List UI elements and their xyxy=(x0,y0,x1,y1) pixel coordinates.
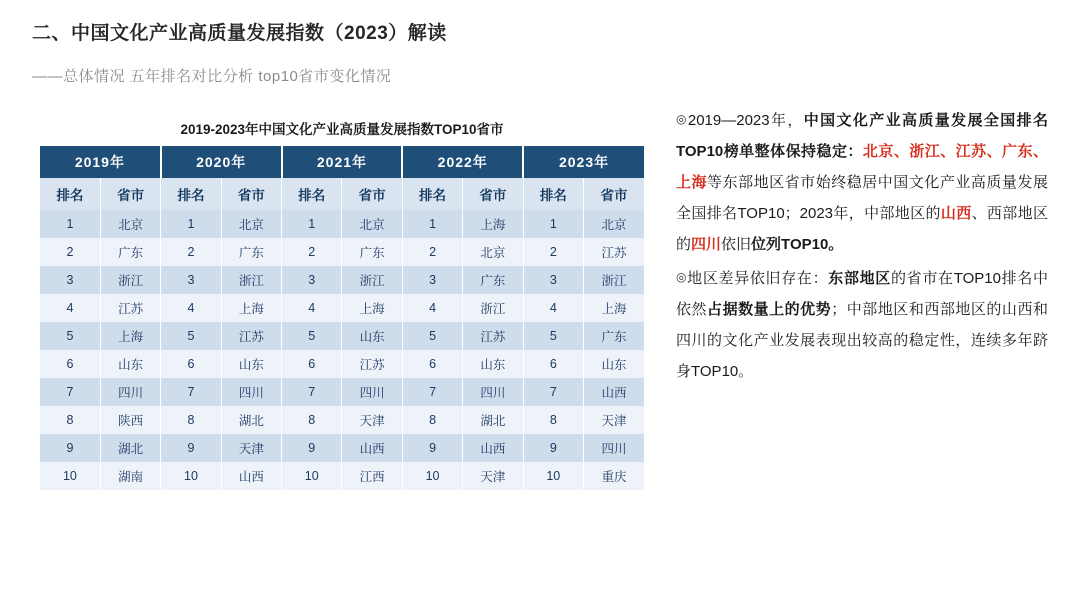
table-row xyxy=(40,434,644,462)
cell-province: 重庆 xyxy=(584,462,644,490)
p2-seg5: ；中部地区和西部地区的山西和四川的文化产业发展表现出较高的稳定性，连续多年跻身TOP10。 xyxy=(676,301,1048,380)
bullet-icon: ◎ xyxy=(676,112,688,126)
cell-rank: 5 xyxy=(161,322,221,350)
p1-seg9: 依旧 xyxy=(721,236,752,253)
cell-province: 上海 xyxy=(463,210,523,238)
cell-province: 上海 xyxy=(342,294,402,322)
p1-seg10-bold: 位列TOP10。 xyxy=(751,236,844,253)
subheader-cell: 省市 xyxy=(100,178,160,210)
analysis-sidebar xyxy=(676,104,1048,389)
cell-rank: 1 xyxy=(402,210,462,238)
cell-rank: 4 xyxy=(282,294,342,322)
cell-province: 山东 xyxy=(584,350,644,378)
table-row xyxy=(40,350,644,378)
table-year-header-row xyxy=(40,146,644,178)
cell-province: 天津 xyxy=(221,434,281,462)
cell-rank: 3 xyxy=(40,266,100,294)
cell-province: 广东 xyxy=(221,238,281,266)
cell-rank: 3 xyxy=(161,266,221,294)
cell-province: 广东 xyxy=(584,322,644,350)
cell-province: 天津 xyxy=(342,406,402,434)
cell-province: 山西 xyxy=(463,434,523,462)
analysis-paragraph-2 xyxy=(676,262,1048,387)
subheader-cell: 排名 xyxy=(282,178,342,210)
analysis-paragraph-1 xyxy=(676,104,1048,260)
table-row xyxy=(40,322,644,350)
cell-province: 上海 xyxy=(584,294,644,322)
cell-province: 天津 xyxy=(584,406,644,434)
cell-rank: 6 xyxy=(402,350,462,378)
cell-province: 北京 xyxy=(584,210,644,238)
cell-province: 山东 xyxy=(342,322,402,350)
cell-rank: 5 xyxy=(282,322,342,350)
cell-rank: 3 xyxy=(402,266,462,294)
p1-seg4-highlight: 北京、浙江、江苏、广东、上海 xyxy=(676,143,1048,191)
cell-province: 广东 xyxy=(100,238,160,266)
cell-rank: 5 xyxy=(402,322,462,350)
p2-seg2-bold: 东部地区 xyxy=(828,270,891,287)
cell-rank: 4 xyxy=(161,294,221,322)
cell-rank: 7 xyxy=(523,378,583,406)
cell-province: 陕西 xyxy=(100,406,160,434)
cell-province: 湖北 xyxy=(463,406,523,434)
cell-province: 浙江 xyxy=(342,266,402,294)
cell-rank: 8 xyxy=(402,406,462,434)
cell-province: 四川 xyxy=(221,378,281,406)
p2-seg4-bold: 占据数量上的优势 xyxy=(707,301,832,318)
cell-province: 四川 xyxy=(100,378,160,406)
cell-province: 四川 xyxy=(584,434,644,462)
cell-province: 上海 xyxy=(221,294,281,322)
cell-province: 北京 xyxy=(221,210,281,238)
p1-seg1: 2019—2023年， xyxy=(687,112,804,129)
cell-rank: 1 xyxy=(282,210,342,238)
cell-rank: 10 xyxy=(402,462,462,490)
cell-rank: 3 xyxy=(282,266,342,294)
p1-seg6-highlight: 山西 xyxy=(940,205,972,222)
top10-rank-table xyxy=(40,146,644,490)
cell-rank: 8 xyxy=(282,406,342,434)
cell-rank: 10 xyxy=(161,462,221,490)
year-header-cell: 2021年 xyxy=(282,146,403,178)
cell-rank: 3 xyxy=(523,266,583,294)
cell-rank: 10 xyxy=(523,462,583,490)
cell-province: 北京 xyxy=(342,210,402,238)
cell-rank: 4 xyxy=(523,294,583,322)
table-row xyxy=(40,238,644,266)
p1-seg7: 、西部地区的 xyxy=(676,205,1048,253)
cell-province: 湖北 xyxy=(221,406,281,434)
cell-rank: 6 xyxy=(523,350,583,378)
cell-province: 湖南 xyxy=(100,462,160,490)
p1-seg5: 等东部地区省市始终稳居中国文化产业高质量发展全国排名TOP10；2023年，中部地区的 xyxy=(676,174,1048,222)
subheader-cell: 省市 xyxy=(221,178,281,210)
cell-province: 山西 xyxy=(342,434,402,462)
cell-province: 山西 xyxy=(221,462,281,490)
subheader-cell: 排名 xyxy=(40,178,100,210)
cell-province: 江苏 xyxy=(100,294,160,322)
table-row xyxy=(40,406,644,434)
cell-province: 上海 xyxy=(100,322,160,350)
cell-rank: 8 xyxy=(161,406,221,434)
cell-province: 四川 xyxy=(463,378,523,406)
table-row xyxy=(40,378,644,406)
p1-seg8-highlight: 四川 xyxy=(691,236,722,253)
subheader-cell: 排名 xyxy=(402,178,462,210)
cell-rank: 7 xyxy=(161,378,221,406)
subheader-cell: 省市 xyxy=(584,178,644,210)
cell-province: 天津 xyxy=(463,462,523,490)
cell-rank: 9 xyxy=(40,434,100,462)
cell-rank: 8 xyxy=(40,406,100,434)
cell-province: 江苏 xyxy=(342,350,402,378)
cell-rank: 1 xyxy=(40,210,100,238)
cell-province: 江苏 xyxy=(221,322,281,350)
subheader-cell: 排名 xyxy=(161,178,221,210)
cell-rank: 5 xyxy=(523,322,583,350)
cell-rank: 7 xyxy=(402,378,462,406)
table-row xyxy=(40,266,644,294)
p1-seg3: ： xyxy=(847,143,863,160)
rank-table-container xyxy=(40,118,644,490)
subheader-cell: 省市 xyxy=(342,178,402,210)
cell-rank: 7 xyxy=(40,378,100,406)
table-subheader-row xyxy=(40,178,644,210)
subheader-cell: 排名 xyxy=(523,178,583,210)
table-row xyxy=(40,294,644,322)
table-body xyxy=(40,210,644,490)
cell-province: 浙江 xyxy=(100,266,160,294)
cell-rank: 10 xyxy=(282,462,342,490)
year-header-cell: 2019年 xyxy=(40,146,161,178)
cell-province: 北京 xyxy=(100,210,160,238)
cell-province: 浙江 xyxy=(221,266,281,294)
cell-rank: 6 xyxy=(40,350,100,378)
table-row xyxy=(40,210,644,238)
cell-rank: 4 xyxy=(40,294,100,322)
cell-province: 山西 xyxy=(584,378,644,406)
page-subtitle: ——总体情况 五年排名对比分析 top10省市变化情况 xyxy=(32,68,392,85)
table-caption: 2019-2023年中国文化产业高质量发展指数TOP10省市 xyxy=(180,122,504,137)
cell-province: 山东 xyxy=(221,350,281,378)
cell-rank: 9 xyxy=(523,434,583,462)
cell-rank: 1 xyxy=(523,210,583,238)
cell-rank: 2 xyxy=(40,238,100,266)
cell-province: 北京 xyxy=(463,238,523,266)
cell-province: 湖北 xyxy=(100,434,160,462)
cell-rank: 9 xyxy=(402,434,462,462)
cell-rank: 8 xyxy=(523,406,583,434)
year-header-cell: 2023年 xyxy=(523,146,644,178)
page-title: 二、中国文化产业高质量发展指数（2023）解读 xyxy=(32,23,447,44)
cell-province: 山东 xyxy=(463,350,523,378)
cell-province: 山东 xyxy=(100,350,160,378)
cell-rank: 9 xyxy=(282,434,342,462)
cell-province: 浙江 xyxy=(463,294,523,322)
cell-rank: 7 xyxy=(282,378,342,406)
cell-province: 广东 xyxy=(342,238,402,266)
cell-rank: 4 xyxy=(402,294,462,322)
p1-seg2-bold: 中国文化产业高质量发展全国排名TOP10榜单整体保持稳定 xyxy=(676,112,1048,160)
cell-rank: 6 xyxy=(161,350,221,378)
cell-rank: 2 xyxy=(402,238,462,266)
cell-province: 广东 xyxy=(463,266,523,294)
p2-seg3: 的省市在TOP10排名中依然 xyxy=(676,270,1048,318)
cell-province: 浙江 xyxy=(584,266,644,294)
table-row xyxy=(40,462,644,490)
year-header-cell: 2022年 xyxy=(402,146,523,178)
year-header-cell: 2020年 xyxy=(161,146,282,178)
cell-rank: 9 xyxy=(161,434,221,462)
cell-rank: 1 xyxy=(161,210,221,238)
cell-rank: 6 xyxy=(282,350,342,378)
p2-seg1: 地区差异依旧存在： xyxy=(687,270,829,287)
cell-province: 江苏 xyxy=(463,322,523,350)
subheader-cell: 省市 xyxy=(463,178,523,210)
cell-rank: 2 xyxy=(282,238,342,266)
cell-rank: 5 xyxy=(40,322,100,350)
cell-rank: 2 xyxy=(161,238,221,266)
cell-province: 江苏 xyxy=(584,238,644,266)
cell-province: 四川 xyxy=(342,378,402,406)
cell-rank: 10 xyxy=(40,462,100,490)
cell-rank: 2 xyxy=(523,238,583,266)
cell-province: 江西 xyxy=(342,462,402,490)
bullet-icon: ◎ xyxy=(676,270,688,284)
